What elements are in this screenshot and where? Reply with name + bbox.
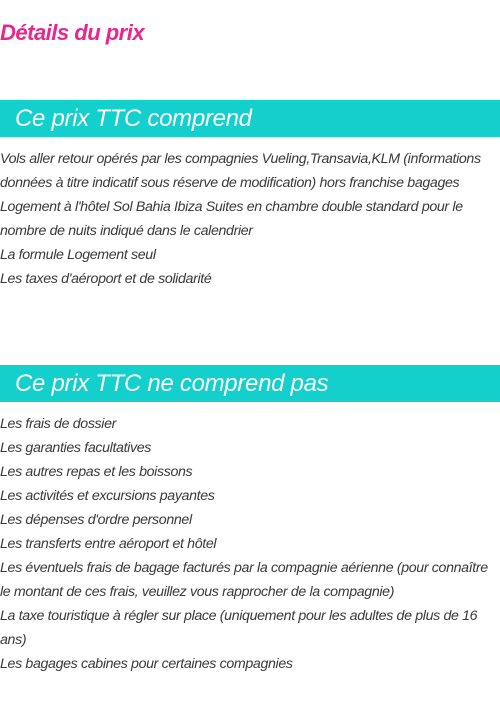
- excludes-item: La taxe touristique à régler sur place (uniquement pour les adultes de plus de 16 ans): [0, 608, 478, 648]
- includes-item: Vols aller retour opérés par les compagnies Vueling,Transavia,KLM (informations données à titre indicatif sous réserve de modification) hors franchise bagages: [0, 151, 481, 191]
- excludes-item: Les transferts entre aéroport et hôtel: [0, 536, 217, 552]
- page-title: Détails du prix: [0, 20, 145, 45]
- includes-item: Les taxes d'aéroport et de solidarité: [0, 271, 212, 287]
- excludes-item: Les éventuels frais de bagage facturés par la compagnie aérienne (pour connaître le montant de ces frais, veuillez vous rapprocher de la compagnie): [0, 560, 488, 600]
- excludes-list: [0, 412, 500, 676]
- excludes-section-header: Ce prix TTC ne comprend pas: [0, 365, 500, 402]
- excludes-item: Les garanties facultatives: [0, 440, 151, 456]
- excludes-item: Les autres repas et les boissons: [0, 464, 193, 480]
- includes-section-header: Ce prix TTC comprend: [0, 100, 500, 137]
- includes-item: La formule Logement seul: [0, 247, 156, 263]
- includes-list: [0, 147, 500, 291]
- excludes-item: Les dépenses d'ordre personnel: [0, 512, 192, 528]
- includes-item: Logement à l'hôtel Sol Bahia Ibiza Suites en chambre double standard pour le nombre de nuits indiqué dans le calendrier: [0, 199, 463, 239]
- excludes-item: Les frais de dossier: [0, 416, 117, 432]
- excludes-item: Les bagages cabines pour certaines compagnies: [0, 656, 293, 672]
- excludes-item: Les activités et excursions payantes: [0, 488, 215, 504]
